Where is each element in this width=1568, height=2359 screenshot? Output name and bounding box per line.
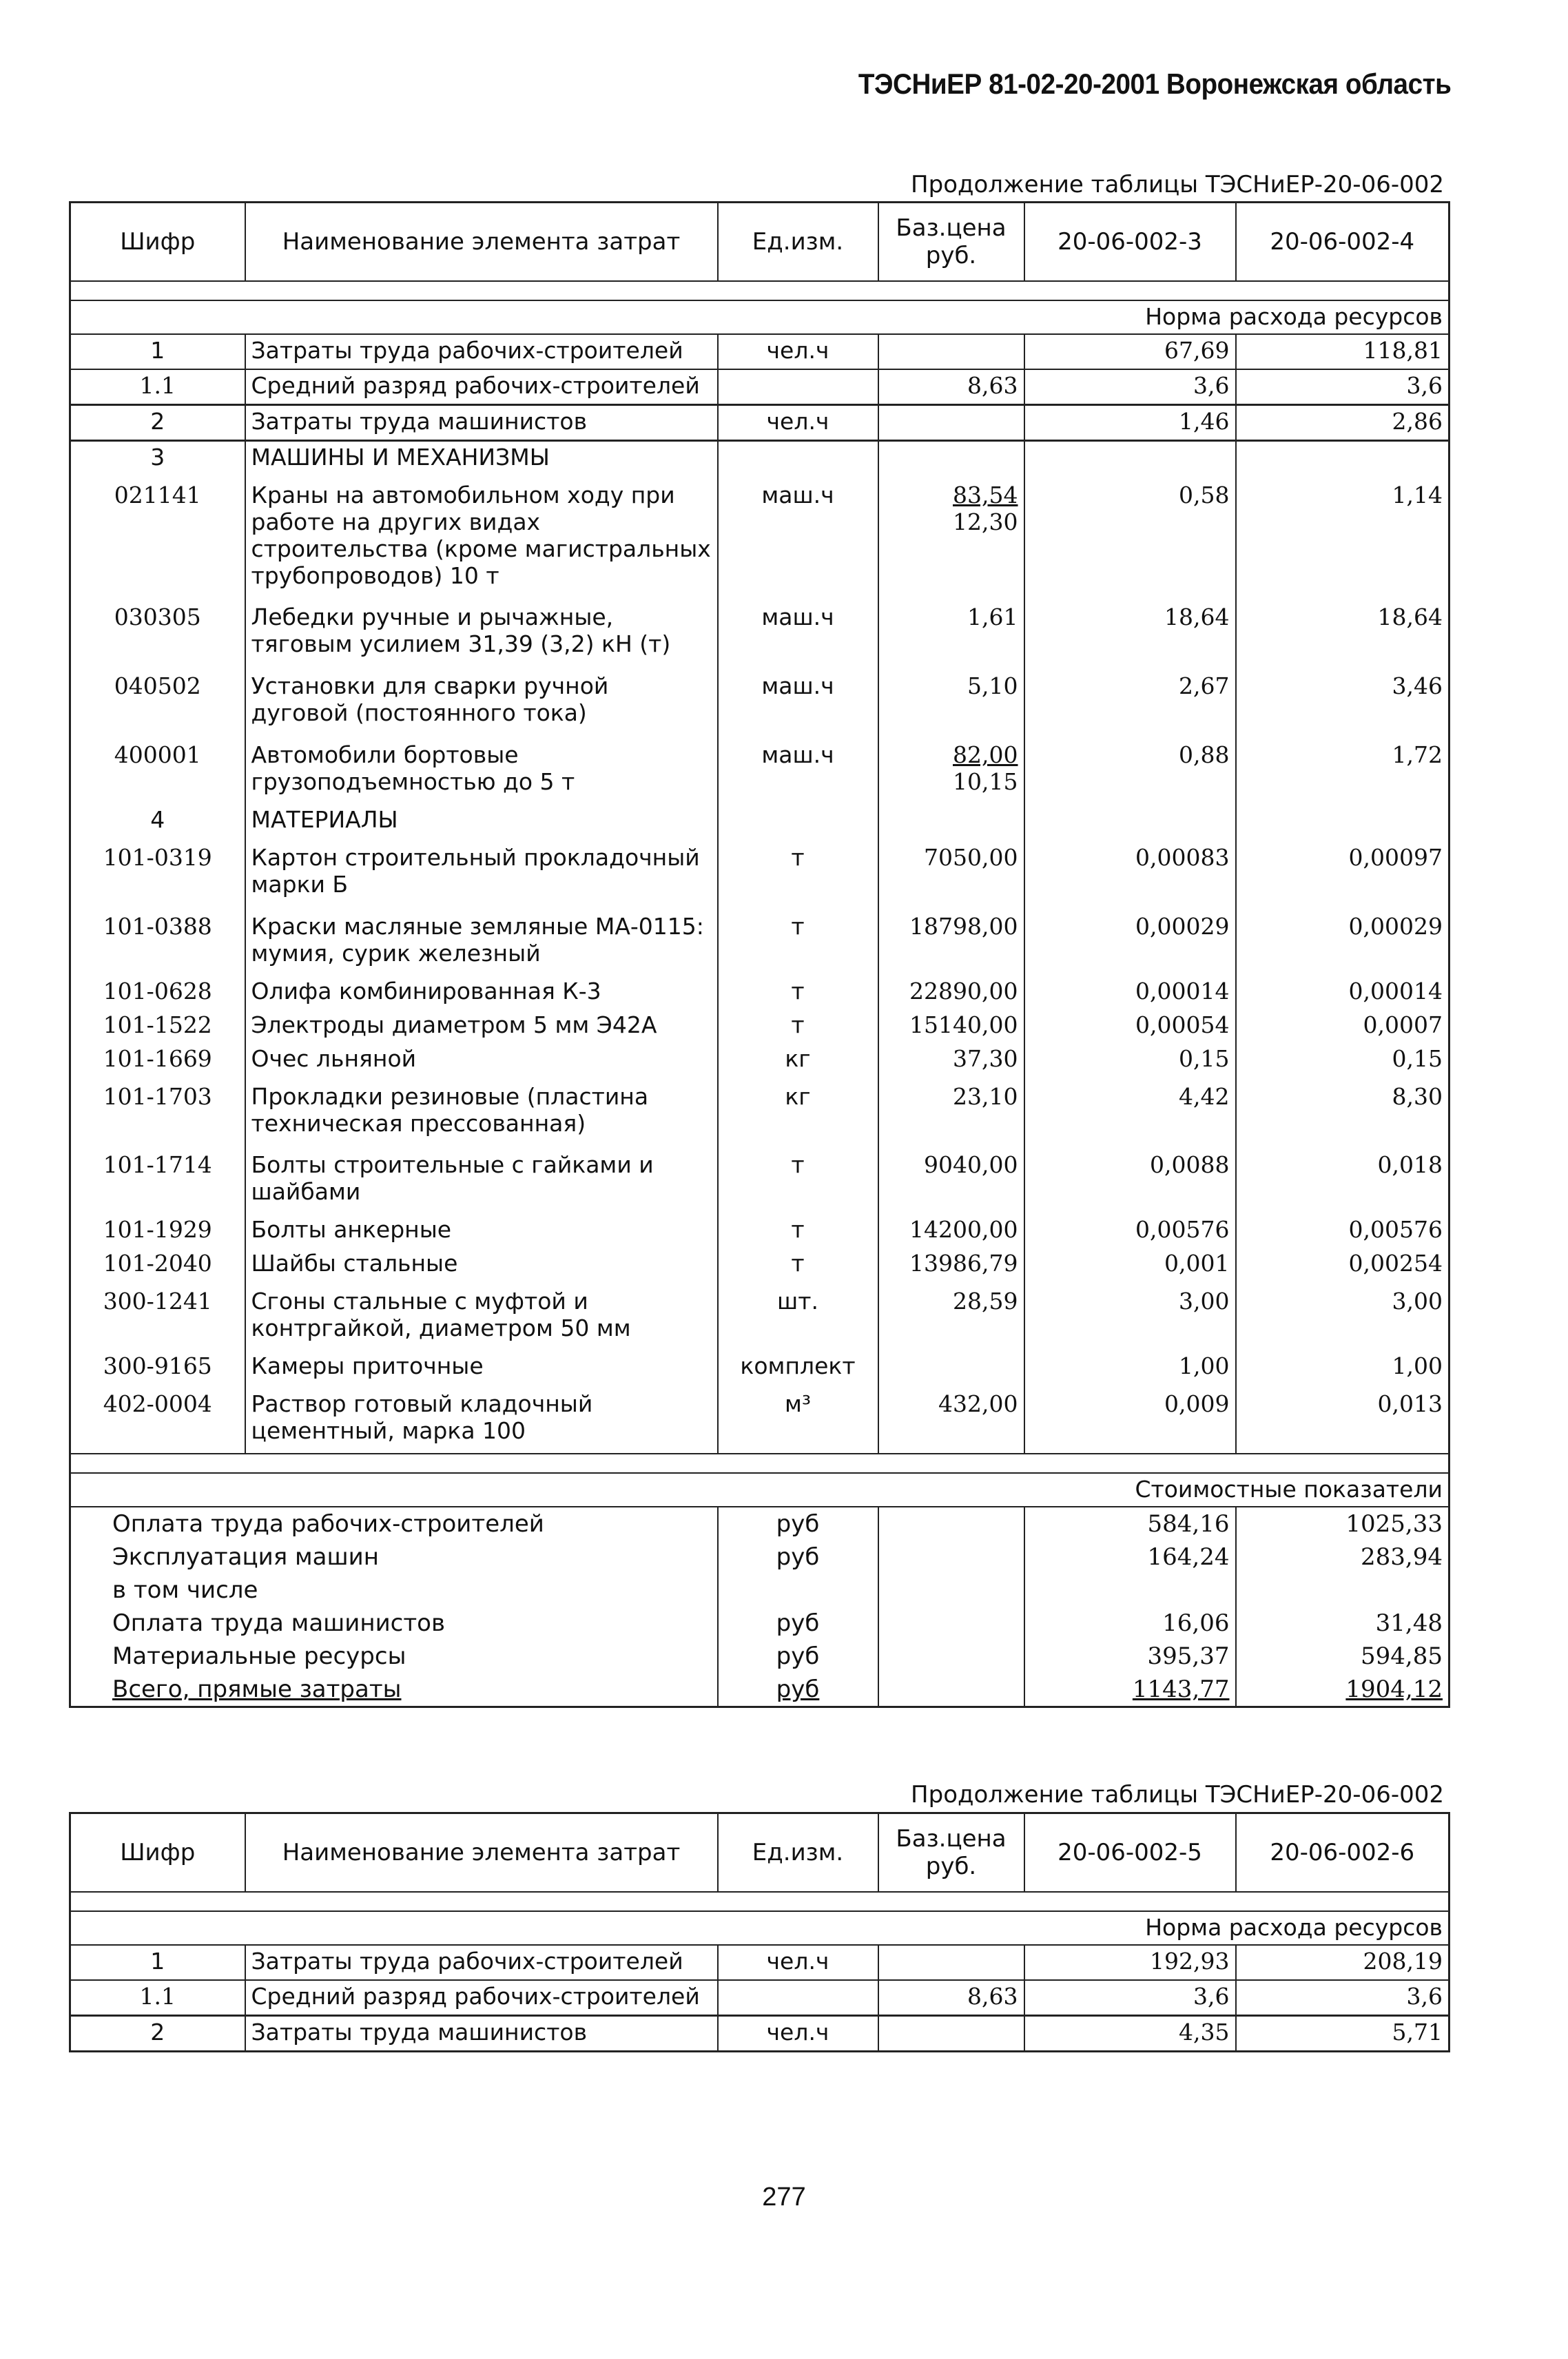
table-section-row: 3 МАШИНЫ И МЕХАНИЗМЫ xyxy=(70,440,1450,475)
column-header-unit: Ед.изм. xyxy=(718,203,878,282)
norm-section-title: Норма расхода ресурсов xyxy=(70,300,1450,334)
table-1-caption: Продолжение таблицы ТЭСНиЕР-20-06-002 xyxy=(911,171,1444,198)
table-2-caption: Продолжение таблицы ТЭСНиЕР-20-06-002 xyxy=(911,1781,1444,1809)
total-row: Эксплуатация машин руб 164,24 283,94 xyxy=(70,1541,1450,1574)
column-header-code-6: 20-06-002-6 xyxy=(1236,1813,1450,1893)
table-row: 1 Затраты труда рабочих-строителей чел.ч 192,93 208,19 xyxy=(70,1945,1450,1980)
table-row: 101-1714 Болты строительные с гайками и шайбами т 9040,00 0,0088 0,018 xyxy=(70,1145,1450,1214)
table-row: 101-2040 Шайбы стальные т 13986,79 0,001 0,00254 xyxy=(70,1248,1450,1281)
table-row: 101-1929 Болты анкерные т 14200,00 0,00576 0,00576 xyxy=(70,1214,1450,1248)
total-row: Оплата труда машинистов руб 16,06 31,48 xyxy=(70,1607,1450,1640)
column-header-name: Наименование элемента затрат xyxy=(245,203,718,282)
total-row: Оплата труда рабочих-строителей руб 584,16 1025,33 xyxy=(70,1507,1450,1541)
table-row: 101-1669 Очес льняной кг 37,30 0,15 0,15 xyxy=(70,1043,1450,1077)
table-row: 1.1 Средний разряд рабочих-строителей 8,63 3,6 3,6 xyxy=(70,1980,1450,2015)
table-row: 101-1703 Прокладки резиновые (пластина техническая прессованная) кг 23,10 4,42 8,30 xyxy=(70,1077,1450,1146)
table-row: 101-0319 Картон строительный прокладочный марки Б т 7050,00 0,00083 0,00097 xyxy=(70,838,1450,907)
table-2-header-row xyxy=(70,1813,1450,1893)
resource-norms-table-2 xyxy=(69,1812,1450,2052)
table-row: 101-0628 Олифа комбинированная К-3 т 22890,00 0,00014 0,00014 xyxy=(70,976,1450,1009)
total-row: Материальные ресурсы руб 395,37 594,85 xyxy=(70,1640,1450,1673)
table-row: 101-0388 Краски масляные земляные МА-0115: мумия, сурик железный т 18798,00 0,00029 0,00029 xyxy=(70,907,1450,976)
column-header-code-4: 20-06-002-4 xyxy=(1236,203,1450,282)
column-header-code: Шифр xyxy=(70,203,245,282)
table-row: 021141 Краны на автомобильном ходу при работе на других видах строительства (кроме магистральных трубопроводов) 10 т маш.ч 83,54 12,30 0,58 1,14 xyxy=(70,475,1450,598)
column-header-unit: Ед.изм. xyxy=(718,1813,878,1893)
table-row: 1 Затраты труда рабочих-строителей чел.ч 67,69 118,81 xyxy=(70,334,1450,369)
table-row: 2 Затраты труда машинистов чел.ч 1,46 2,86 xyxy=(70,404,1450,440)
column-header-price: Баз.цена руб. xyxy=(878,1813,1024,1893)
table-row: 040502 Установки для сварки ручной дуговой (постоянного тока) маш.ч 5,10 2,67 3,46 xyxy=(70,666,1450,735)
table-section-row: 4 МАТЕРИАЛЫ xyxy=(70,804,1450,838)
column-header-name: Наименование элемента затрат xyxy=(245,1813,718,1893)
page-number: 277 xyxy=(762,2183,806,2212)
table-row: 030305 Лебедки ручные и рычажные, тяговым усилием 31,39 (3,2) кН (т) маш.ч 1,61 18,64 18,64 xyxy=(70,597,1450,666)
table-1-header-row xyxy=(70,203,1450,282)
resource-norms-table-1 xyxy=(69,201,1450,1708)
column-header-code-3: 20-06-002-3 xyxy=(1024,203,1236,282)
norm-section-title: Норма расхода ресурсов xyxy=(70,1911,1450,1945)
column-header-price: Баз.цена руб. xyxy=(878,203,1024,282)
column-header-code: Шифр xyxy=(70,1813,245,1893)
total-row: Всего, прямые затраты руб 1143,77 1904,12 xyxy=(70,1673,1450,1707)
table-row: 1.1 Средний разряд рабочих-строителей 8,63 3,6 3,6 xyxy=(70,369,1450,404)
column-header-code-5: 20-06-002-5 xyxy=(1024,1813,1236,1893)
cost-section-title: Стоимостные показатели xyxy=(70,1473,1450,1507)
table-row: 300-1241 Сгоны стальные с муфтой и контргайкой, диаметром 50 мм шт. 28,59 3,00 3,00 xyxy=(70,1281,1450,1350)
table-row: 2 Затраты труда машинистов чел.ч 4,35 5,71 xyxy=(70,2015,1450,2051)
table-row: 402-0004 Раствор готовый кладочный цементный, марка 100 м³ 432,00 0,009 0,013 xyxy=(70,1384,1450,1454)
table-row: 300-9165 Камеры приточные комплект 1,00 1,00 xyxy=(70,1350,1450,1384)
total-row: в том числе xyxy=(70,1574,1450,1607)
table-row: 101-1522 Электроды диаметром 5 мм Э42А т 15140,00 0,00054 0,0007 xyxy=(70,1009,1450,1043)
table-row: 400001 Автомобили бортовые грузоподъемностью до 5 т маш.ч 82,00 10,15 0,88 1,72 xyxy=(70,735,1450,804)
document-header-title: ТЭСНиЕР 81-02-20-2001 Воронежская область xyxy=(858,68,1451,100)
